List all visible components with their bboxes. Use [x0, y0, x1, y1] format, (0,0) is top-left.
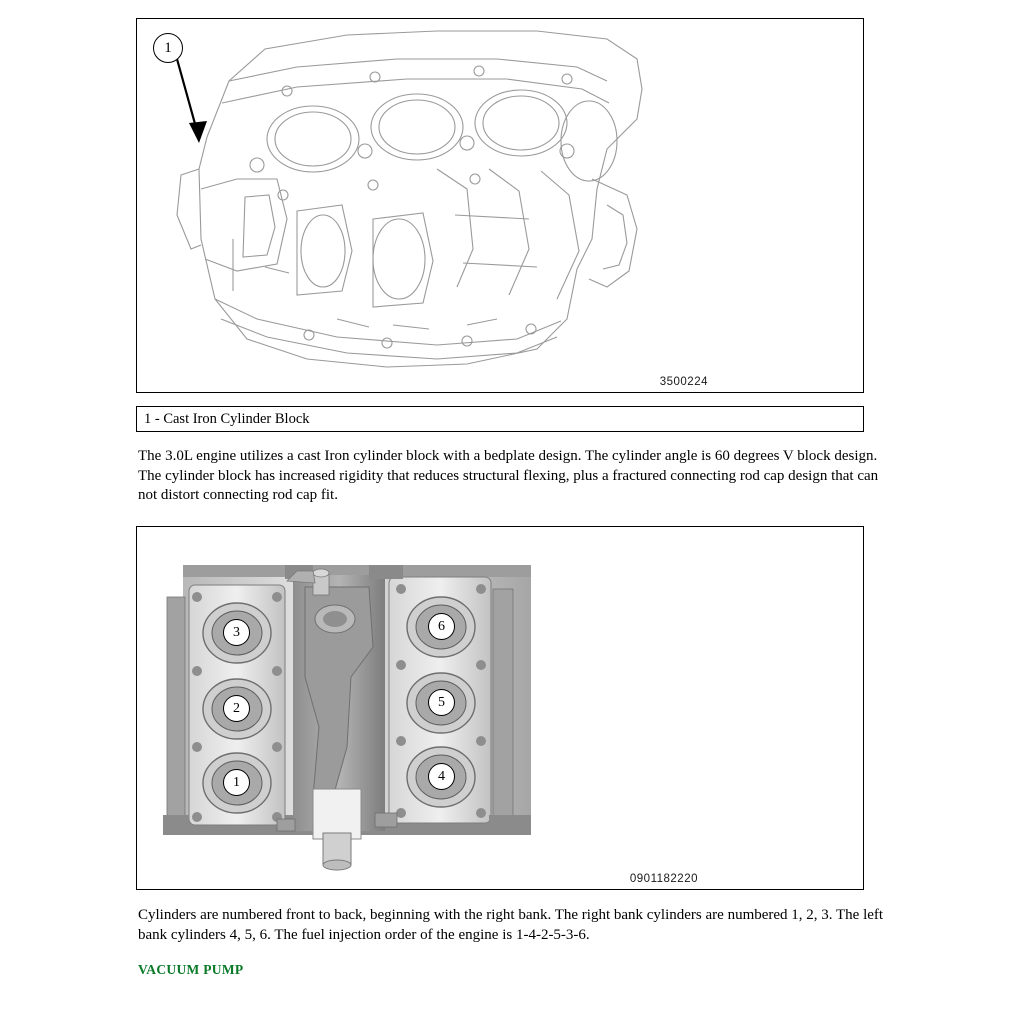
- callout-leader-line: [137, 19, 865, 394]
- cylinder-marker-6: 6: [428, 613, 455, 640]
- cylinder-marker-3: 3: [223, 619, 250, 646]
- figure-cylinder-block-illustration: [136, 18, 864, 393]
- paragraph-cylinder-numbering-description: Cylinders are numbered front to back, beginning with the right bank. The right bank cylinders are numbered 1, 2, 3. The left bank cylinders 4, 5, 6. The fuel injection order of the engine is 1-4-2-5-3-6.: [138, 907, 884, 943]
- figure2-image-code: 0901182220: [629, 873, 698, 885]
- cylinder-marker-4: 4: [428, 763, 455, 790]
- figure1-image-code: 3500224: [659, 376, 708, 388]
- figure1-caption: 1 - Cast Iron Cylinder Block: [136, 406, 864, 432]
- figure-cylinder-numbering-illustration: [136, 526, 864, 890]
- cylinder-marker-5: 5: [428, 689, 455, 716]
- paragraph-cylinder-block-description: The 3.0L engine utilizes a cast Iron cylinder block with a bedplate design. The cylinder angle is 60 degrees V block design. The cylinder block has increased rigidity that reduces structural flexing, plus a fractured connecting rod cap design that can not distort connecting rod cap fit.: [138, 448, 879, 503]
- section-heading-vacuum-pump: VACUUM PUMP: [138, 962, 244, 977]
- cylinder-marker-2: 2: [223, 695, 250, 722]
- callout-marker-1: 1: [153, 33, 183, 63]
- cylinder-marker-1: 1: [223, 769, 250, 796]
